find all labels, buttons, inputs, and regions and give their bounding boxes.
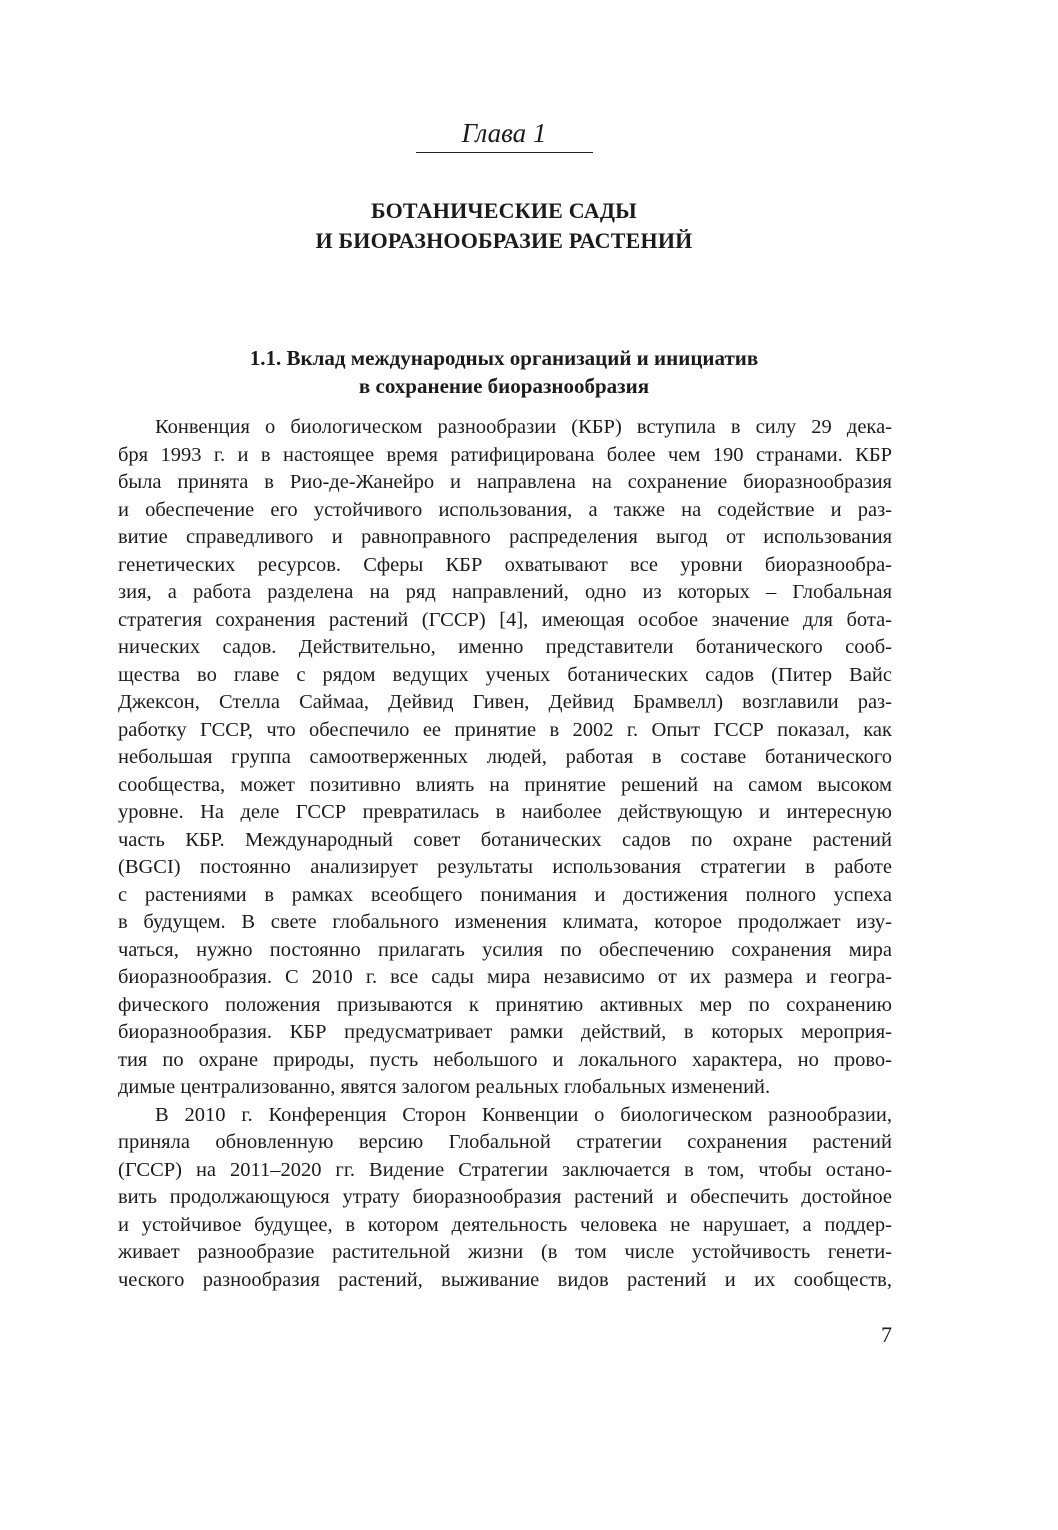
paragraph-line: бря 1993 г. и в настоящее время ратифицирована более чем 190 странами. КБР <box>118 443 892 466</box>
chapter-rule <box>416 152 593 153</box>
paragraph-line: тия по охране природы, пусть небольшого и локального характера, но прово- <box>118 1048 892 1071</box>
paragraph-line: щества во главе с рядом ведущих ученых ботанических садов (Питер Вайс <box>118 663 892 686</box>
paragraph-line: и устойчивое будущее, в котором деятельность человека не нарушает, а поддер- <box>118 1213 892 1236</box>
paragraph-line: генетических ресурсов. Сферы КБР охватывают все уровни биоразнообра- <box>118 553 892 576</box>
paragraph-line: стратегия сохранения растений (ГССР) [4], имеющая особое значение для бота- <box>118 608 892 631</box>
section-heading <box>0 344 1008 400</box>
paragraph-line: зия, а работа разделена на ряд направлений, одно из которых – Глобальная <box>118 581 892 603</box>
paragraph-line: Конвенция о биологическом разнообразии (КБР) вступила в силу 29 дека- <box>155 416 892 438</box>
paragraph-line: чаться, нужно постоянно прилагать усилия по обеспечению сохранения мира <box>118 938 892 961</box>
paragraph-line: ческого разнообразия растений, выживание видов растений и их сообществ, <box>118 1268 892 1291</box>
paragraph-line: сообщества, может позитивно влиять на принятие решений на самом высоком <box>118 773 892 796</box>
paragraph-line: уровне. На деле ГССР превратилась в наиболее действующую и интересную <box>118 801 892 823</box>
paragraph-line: была принята в Рио-де-Жанейро и направлена на сохранение биоразнообразия <box>118 471 892 493</box>
paragraph-line: В 2010 г. Конференция Сторон Конвенции о биологическом разнообразии, <box>155 1103 892 1126</box>
paragraph-line: живает разнообразие растительной жизни (в том числе устойчивость генети- <box>118 1241 892 1263</box>
paragraph-line: фического положения призываются к принятию активных мер по сохранению <box>118 993 892 1016</box>
paragraph-line: приняла обновленную версию Глобальной стратегии сохранения растений <box>118 1131 892 1153</box>
paragraph-line: небольшая группа самоотверженных людей, работая в составе ботанического <box>118 746 892 768</box>
body-text <box>118 414 892 1294</box>
paragraph-line: (BGCI) постоянно анализирует результаты использования стратегии в работе <box>118 856 892 878</box>
paragraph-line: (ГССР) на 2011–2020 гг. Видение Стратегии заключается в том, чтобы остано- <box>118 1158 892 1181</box>
section-heading-line: 1.1. Вклад международных организаций и инициатив <box>249 346 759 370</box>
chapter-label: Глава 1 <box>461 118 547 148</box>
paragraph-line: Джексон, Стелла Саймаа, Дейвид Гивен, Дейвид Брамвелл) возглавили раз- <box>118 691 892 713</box>
paragraph-line: димые централизованно, явятся залогом реальных глобальных изменений. <box>118 1076 771 1098</box>
chapter-title <box>0 196 1008 256</box>
paragraph-line: в будущем. В свете глобального изменения климата, которое продолжает изу- <box>118 911 892 933</box>
paragraph-line: работку ГССР, что обеспечило ее принятие в 2002 г. Опыт ГССР показал, как <box>118 718 892 741</box>
page-number: 7 <box>881 1322 892 1347</box>
paragraph-line: часть КБР. Международный совет ботанических садов по охране растений <box>118 828 892 851</box>
paragraph-line: биоразнообразия. С 2010 г. все сады мира независимо от их размера и геогра- <box>118 966 892 988</box>
paragraph-line: нических садов. Действительно, именно представители ботанического сооб- <box>118 636 892 658</box>
chapter-title-line: И БИОРАЗНООБРАЗИЕ РАСТЕНИЙ <box>315 228 693 253</box>
paragraph-line: с растениями в рамках всеобщего понимания и достижения полного успеха <box>118 883 892 906</box>
section-heading-line: в сохранение биоразнообразия <box>358 374 650 398</box>
paragraph-line: биоразнообразия. КБР предусматривает рамки действий, в которых мероприя- <box>118 1021 892 1043</box>
paragraph-line: и обеспечение его устойчивого использования, а также на содействие и раз- <box>118 498 892 521</box>
chapter-title-line: БОТАНИЧЕСКИЕ САДЫ <box>371 198 637 223</box>
paragraph-line: вить продолжающуюся утрату биоразнообразия растений и обеспечить достойное <box>118 1186 892 1208</box>
paragraph-line: витие справедливого и равноправного распределения выгод от использования <box>118 526 892 548</box>
